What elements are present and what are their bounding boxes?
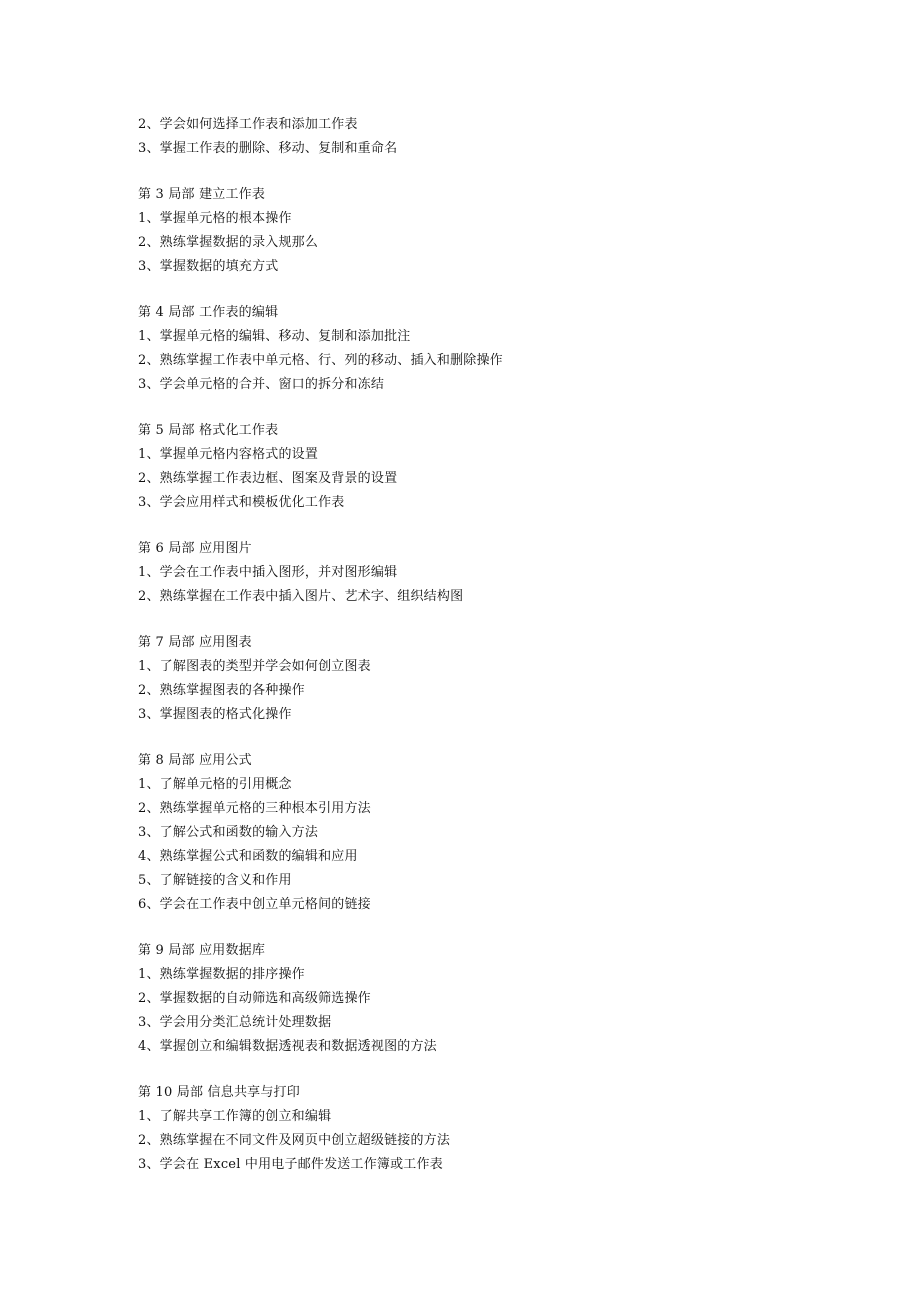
section-item: 1、掌握单元格的根本操作 (138, 211, 292, 226)
section-heading: 第 7 局部 应用图表 (138, 635, 252, 650)
section-10 (138, 1081, 838, 1177)
section-6 (138, 537, 838, 609)
section-item: 3、学会用分类汇总统计处理数据 (138, 1015, 332, 1030)
section-item: 2、熟练掌握图表的各种操作 (138, 683, 305, 698)
section-item: 6、学会在工作表中创立单元格间的链接 (138, 897, 371, 912)
section-item: 1、了解共享工作簿的创立和编辑 (138, 1109, 332, 1124)
section-item: 2、熟练掌握工作表边框、图案及背景的设置 (138, 471, 398, 486)
section-item: 2、熟练掌握数据的录入规那么 (138, 235, 319, 250)
section-5 (138, 419, 838, 515)
section-heading: 第 6 局部 应用图片 (138, 541, 252, 556)
section-item: 3、学会应用样式和模板优化工作表 (138, 495, 345, 510)
section-item: 2、熟练掌握单元格的三种根本引用方法 (138, 801, 371, 816)
section-item: 5、了解链接的含义和作用 (138, 873, 292, 888)
section-item: 2、掌握数据的自动筛选和高级筛选操作 (138, 991, 371, 1006)
section-item: 1、了解单元格的引用概念 (138, 777, 292, 792)
section-heading: 第 8 局部 应用公式 (138, 753, 252, 768)
section-item: 4、掌握创立和编辑数据透视表和数据透视图的方法 (138, 1039, 437, 1054)
document-page (138, 113, 838, 1177)
section-item: 1、学会在工作表中插入图形，并对图形编辑 (138, 565, 398, 580)
section-heading: 第 10 局部 信息共享与打印 (138, 1085, 300, 1100)
section-7 (138, 631, 838, 727)
section-item: 3、学会单元格的合并、窗口的拆分和冻结 (138, 377, 385, 392)
intro-item: 3、掌握工作表的删除、移动、复制和重命名 (138, 141, 398, 156)
intro-item: 2、学会如何选择工作表和添加工作表 (138, 117, 358, 132)
section-item: 3、学会在 Excel 中用电子邮件发送工作簿或工作表 (138, 1157, 443, 1172)
section-9 (138, 939, 838, 1059)
section-item: 2、熟练掌握在工作表中插入图片、艺术字、组织结构图 (138, 589, 464, 604)
section-item: 1、熟练掌握数据的排序操作 (138, 967, 305, 982)
section-item: 2、熟练掌握工作表中单元格、行、列的移动、插入和删除操作 (138, 353, 503, 368)
section-heading: 第 4 局部 工作表的编辑 (138, 305, 279, 320)
section-item: 3、了解公式和函数的输入方法 (138, 825, 319, 840)
section-item: 1、掌握单元格的编辑、移动、复制和添加批注 (138, 329, 411, 344)
section-heading: 第 3 局部 建立工作表 (138, 187, 266, 202)
section-item: 1、了解图表的类型并学会如何创立图表 (138, 659, 371, 674)
section-heading: 第 5 局部 格式化工作表 (138, 423, 279, 438)
intro-block (138, 113, 838, 161)
section-8 (138, 749, 838, 917)
section-item: 3、掌握图表的格式化操作 (138, 707, 292, 722)
section-3 (138, 183, 838, 279)
section-item: 3、掌握数据的填充方式 (138, 259, 279, 274)
section-heading: 第 9 局部 应用数据库 (138, 943, 266, 958)
section-4 (138, 301, 838, 397)
section-item: 1、掌握单元格内容格式的设置 (138, 447, 319, 462)
section-item: 2、熟练掌握在不同文件及网页中创立超级链接的方法 (138, 1133, 451, 1148)
section-item: 4、熟练掌握公式和函数的编辑和应用 (138, 849, 358, 864)
